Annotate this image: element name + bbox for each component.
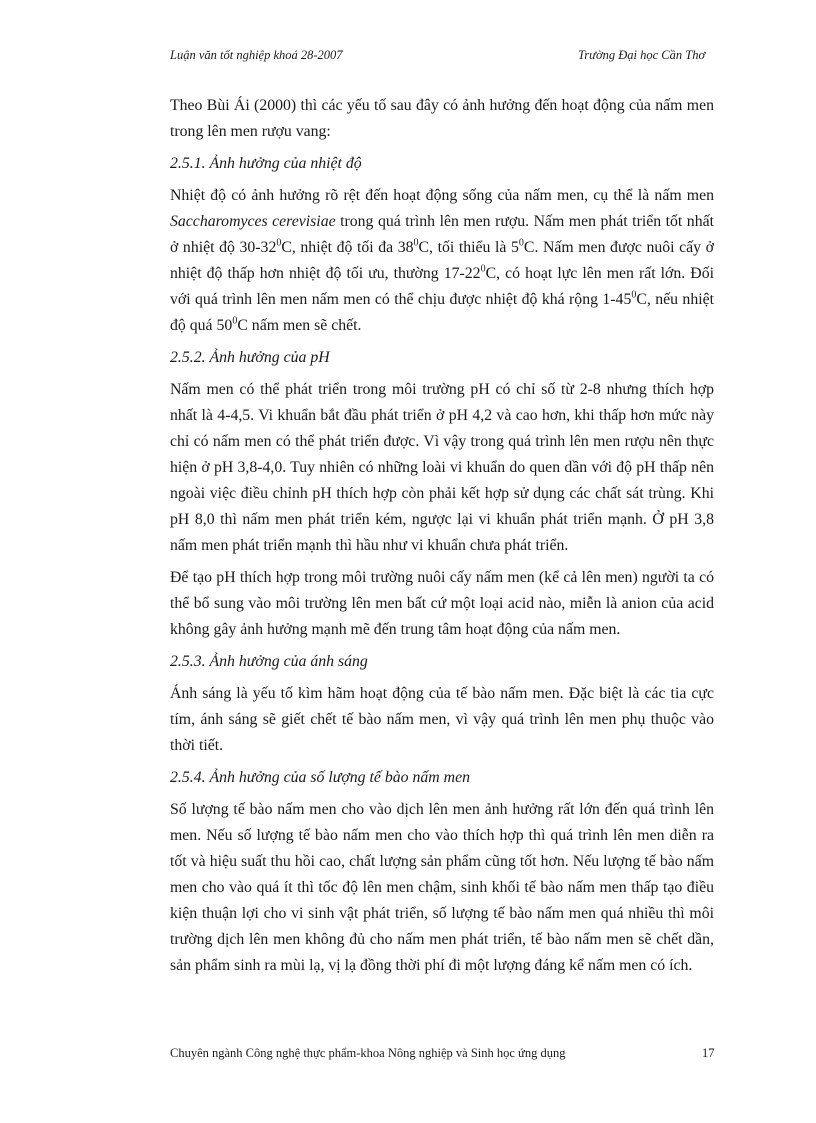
page-number: 17 — [702, 1046, 715, 1060]
footer-department: Chuyên ngành Công nghệ thực phẩm-khoa Nông nghiệp và Sinh học ứng dụng — [170, 1046, 566, 1060]
running-header-left: Luận văn tốt nghiệp khoá 28-2007 — [170, 48, 343, 62]
intro-paragraph: Theo Bùi Ái (2000) thì các yếu tố sau đây có ảnh hưởng đến hoạt động của nấm men trong lên men rượu vang: — [170, 97, 714, 140]
ph-paragraph-2: Để tạo pH thích hợp trong môi trường nuôi cấy nấm men (kể cả lên men) người ta có thể bổ sung vào môi trường lên men bất cứ một loại acid nào, miễn là anion của acid không gây ảnh hưởng mạnh mẽ đến trung tâm hoạt động của nấm men. — [170, 569, 714, 638]
running-header-right: Trường Đại học Cần Thơ — [578, 48, 706, 62]
section-heading-temperature: 2.5.1. Ảnh hưởng của nhiệt độ — [170, 155, 362, 172]
section-heading-ph: 2.5.2. Ảnh hưởng của pH — [170, 349, 330, 366]
species-name: Saccharomyces cerevisiae — [170, 213, 336, 230]
section-heading-cell-count: 2.5.4. Ảnh hưởng của số lượng tế bào nấm men — [170, 769, 470, 786]
cell-count-paragraph: Số lượng tế bào nấm men cho vào dịch lên men ảnh hưởng rất lớn đến quá trình lên men. Nếu số lượng tế bào nấm men cho vào thích hợp thì quá trình lên men diễn ra tốt và hiệu suất thu hồi cao, chất lượng sản phẩm cũng tốt hơn. Nếu lượng tế bào nấm men cho vào quá ít thì tốc độ lên men chậm, sinh khối tế bào nấm men thấp tạo điều kiện thuận lợi cho vi sinh vật phát triển, số lượng tế bào nấm men quá nhiều thì môi trường dịch lên men không đủ cho nấm men phát triển, tế bào nấm men sẽ chết dần, sản phẩm sinh ra mùi lạ, vị lạ đồng thời phí đi một lượng đáng kể nấm men có ích. — [170, 801, 714, 974]
temperature-paragraph: Nhiệt độ có ảnh hưởng rõ rệt đến hoạt động sống của nấm men, cụ thể là nấm men Saccharomyces cerevisiae trong quá trình lên men rượu. Nấm men phát triển tốt nhất ở nhiệt độ $30-32^0C$, nhiệt độ tối đa $38^0C$, tối thiểu là $5^0C$. Nấm men được nuôi cấy ở nhiệt độ thấp hơn nhiệt độ tối ưu, thường $17-22^0C$, có hoạt lực lên men rất lớn. Đối với quá trình lên men nấm men có thể chịu được nhiệt độ khá rộng $1-45^0C$, nếu nhiệt độ quá $50^0C$ nấm men sẽ chết. — [170, 187, 715, 334]
light-paragraph: Ánh sáng là yếu tố kìm hãm hoạt động của tế bào nấm men. Đặc biệt là các tia cực tím, ánh sáng sẽ giết chết tế bào nấm men, vì vậy quá trình lên men phụ thuộc vào thời tiết. — [170, 685, 714, 754]
page-body — [170, 93, 714, 979]
ph-paragraph-1: Nấm men có thể phát triển trong môi trường pH có chỉ số từ 2-8 nhưng thích hợp nhất là 4-4,5. Vi khuẩn bắt đầu phát triển ở pH 4,2 và cao hơn, khi thấp hơn mức này chỉ có nấm men có thể phát triển được. Vì vậy trong quá trình lên men rượu nên thực hiện ở pH 3,8-4,0. Tuy nhiên có những loài vi khuẩn do quen dần với độ pH thấp nên ngoài việc điều chỉnh pH thích hợp còn phải kết hợp sử dụng các chất sát trùng. Khi pH 8,0 thì nấm men phát triển kém, ngược lại vi khuẩn phát triển mạnh. Ở pH 3,8 nấm men phát triển mạnh thì hầu như vi khuẩn chưa phát triển. — [170, 381, 714, 554]
section-heading-light: 2.5.3. Ảnh hưởng của ánh sáng — [170, 653, 368, 670]
